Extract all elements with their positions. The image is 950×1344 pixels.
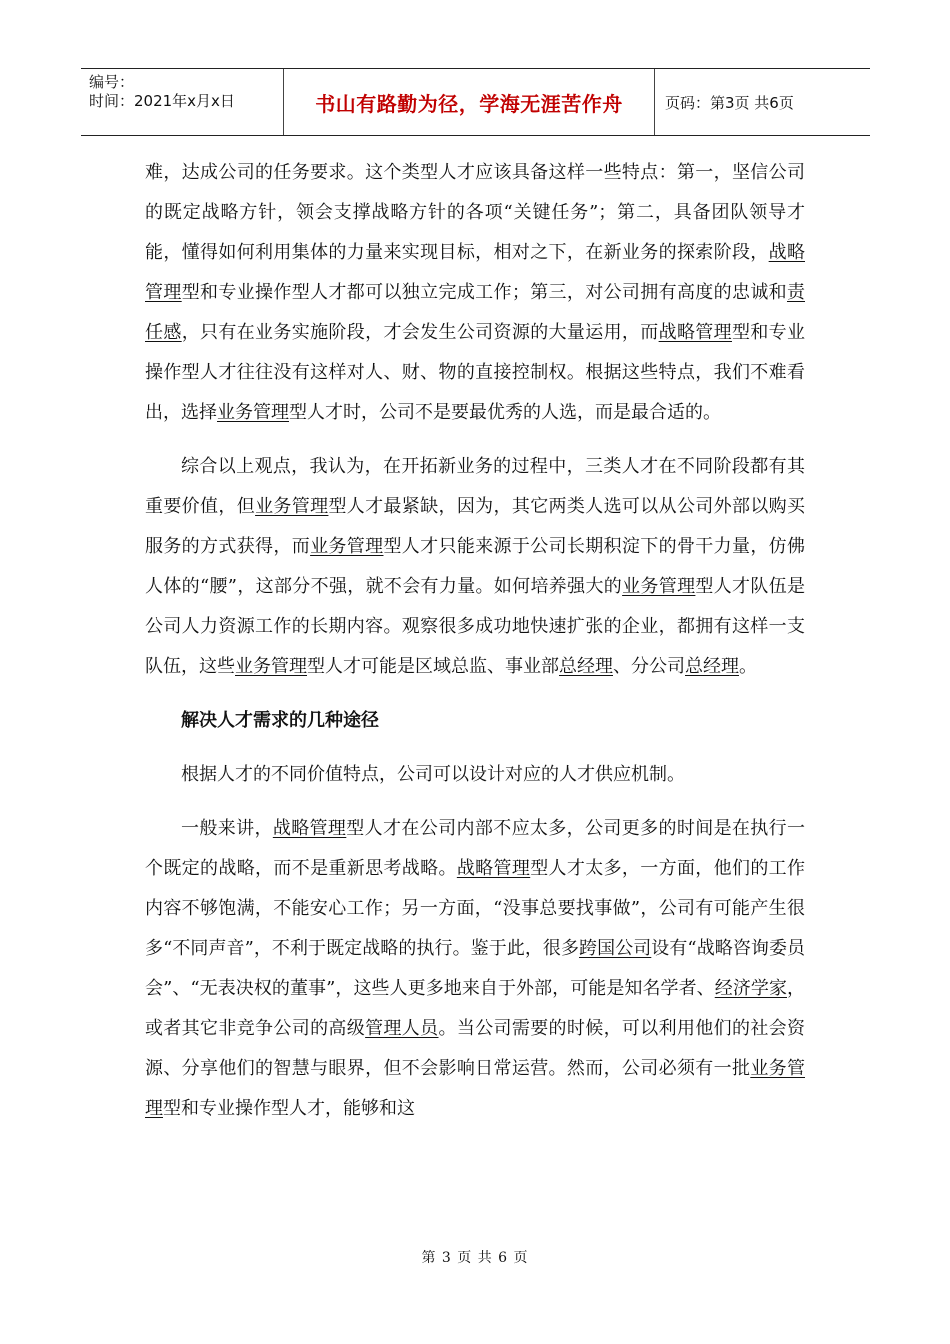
- text-run: 解决人才需求的几种途径: [181, 710, 379, 731]
- text-run: 综合以上观点，我认为，在开拓新业务的过程中，三类人才在不同阶段都有其重要价值，但: [145, 456, 805, 517]
- body-paragraph: [145, 153, 805, 433]
- header-motto: 书山有路勤为径，学海无涯苦作舟: [284, 69, 655, 135]
- text-run: 型和专业操作型人才都可以独立完成工作；第三，对公司拥有高度的忠诚和: [181, 282, 787, 303]
- section-heading: [145, 701, 805, 741]
- text-run: 、分公司: [613, 656, 685, 677]
- body-paragraph: [145, 447, 805, 687]
- document-number-label: 编号：: [89, 73, 135, 91]
- text-run: 一般来讲，: [181, 818, 273, 839]
- glossary-link[interactable]: 战略管理: [145, 242, 805, 303]
- text-run: 型和专业操作型人才，能够和这: [163, 1098, 415, 1119]
- text-run: 型和专业操作型人才往往没有这样对人、财、物的直接控制权。根据这些特点，我们不难看出，选择: [145, 322, 806, 423]
- text-run: 。当公司需要的时候，可以利用他们的社会资源、分享他们的智慧与眼界，但不会影响日常运营。然而，公司必须有一批: [145, 1018, 806, 1079]
- text-run: 型人才时，公司不是要最优秀的人选，而是最合适的。: [289, 402, 721, 423]
- body-paragraph: [145, 809, 805, 1129]
- glossary-link[interactable]: 战略管理: [456, 858, 531, 879]
- glossary-link[interactable]: 业务管理: [255, 496, 329, 517]
- glossary-link[interactable]: 业务管理: [622, 576, 696, 597]
- body-paragraph: [145, 755, 805, 795]
- glossary-link[interactable]: 业务管理: [217, 402, 289, 423]
- glossary-link[interactable]: 业务管理: [145, 1058, 805, 1119]
- text-run: 型人才队伍是公司人力资源工作的长期内容。观察很多成功地快速扩张的企业，都拥有这样一支队伍，这些: [145, 576, 806, 677]
- text-run: 难，达成公司的任务要求。这个类型人才应该具备这样一些特点：第一，坚信公司的既定战略方针，领会支撑战略方针的各项“关键任务”；第二，具备团队领导才能，懂得如何利用集体的力量来实现目标，相对之下，在新业务的探索阶段，: [145, 162, 805, 263]
- paragraph-gap: [145, 795, 805, 809]
- glossary-link[interactable]: 管理人员: [365, 1018, 439, 1039]
- text-run: 根据人才的不同价值特点，公司可以设计对应的人才供应机制。: [181, 764, 685, 785]
- text-run: ，或者其它非竞争公司的高级: [145, 978, 806, 1039]
- glossary-link[interactable]: 战略管理: [272, 818, 347, 839]
- page-footer: 第 3 页 共 6 页: [421, 1250, 529, 1266]
- glossary-link[interactable]: 战略管理: [658, 322, 732, 343]
- text-run: 型人才在公司内部不应太多，公司更多的时间是在执行一个既定的战略，而不是重新思考战略。: [145, 818, 806, 879]
- glossary-link[interactable]: 总经理: [559, 656, 613, 677]
- document-body: [145, 153, 805, 1129]
- document-date-label: 时间：2021年x月x日: [89, 92, 235, 110]
- text-run: 。: [739, 656, 757, 677]
- page-header: [81, 68, 870, 136]
- paragraph-gap: [145, 433, 805, 447]
- text-run: ，只有在业务实施阶段，才会发生公司资源的大量运用，而: [181, 322, 659, 343]
- glossary-link[interactable]: 业务管理: [310, 536, 384, 557]
- text-run: 型人才太多，一方面，他们的工作内容不够饱满，不能安心工作；另一方面，“没事总要找事做”，公司有可能产生很多“不同声音”，不利于既定战略的执行。鉴于此，很多: [145, 858, 806, 959]
- text-run: 型人才可能是区域总监、事业部: [307, 656, 559, 677]
- glossary-link[interactable]: 经济学家: [714, 978, 788, 999]
- glossary-link[interactable]: 业务管理: [235, 656, 307, 677]
- glossary-link[interactable]: 总经理: [685, 656, 739, 677]
- paragraph-gap: [145, 741, 805, 755]
- header-page-label: 页码：第3页 共6页: [665, 93, 794, 112]
- text-run: 型人才只能来源于公司长期积淀下的骨干力量，仿佛人体的“腰”，这部分不强，就不会有力量。如何培养强大的: [145, 536, 806, 597]
- glossary-link[interactable]: 跨国公司: [579, 938, 652, 959]
- header-meta: [81, 69, 284, 135]
- glossary-link[interactable]: 责任感: [145, 282, 805, 343]
- paragraph-gap: [145, 687, 805, 701]
- text-run: 设有“战略咨询委员会”、“无表决权的董事”，这些人更多地来自于外部，可能是知名学者、: [145, 938, 806, 999]
- text-run: 型人才最紧缺，因为，其它两类人选可以从公司外部以购买服务的方式获得，而: [145, 496, 806, 557]
